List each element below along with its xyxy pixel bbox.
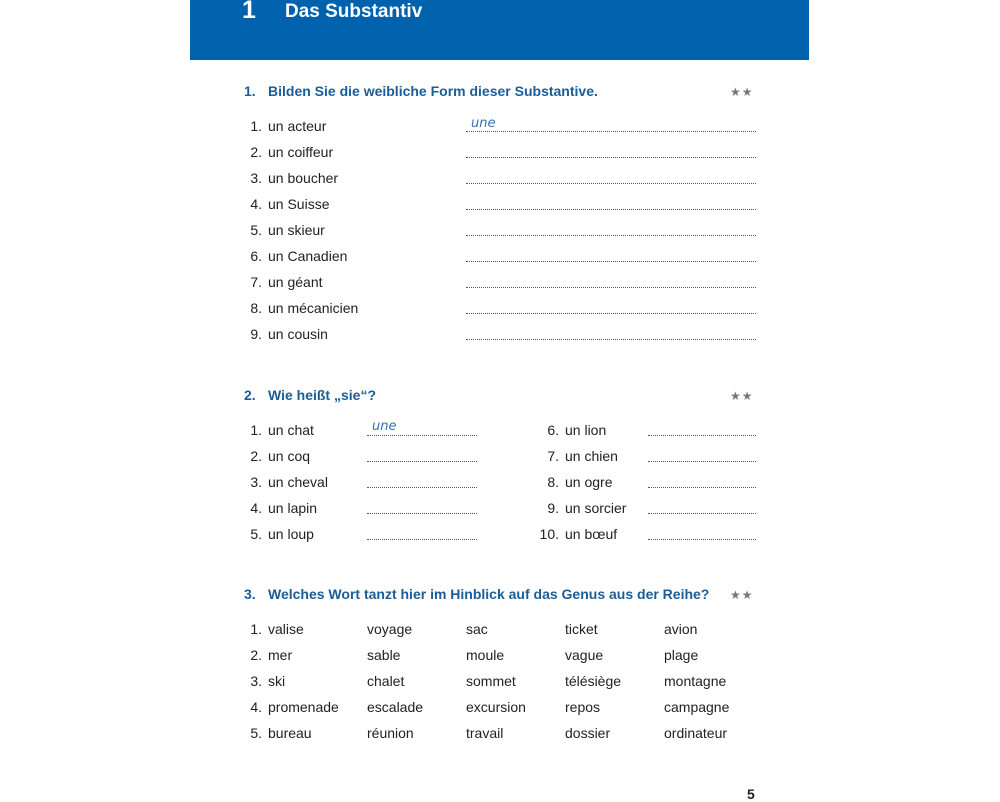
answer-line[interactable]	[466, 338, 756, 340]
item-text: un cheval	[268, 474, 328, 490]
answer-line[interactable]	[367, 538, 477, 540]
word-option[interactable]: réunion	[367, 725, 414, 741]
word-option[interactable]: dossier	[565, 725, 611, 741]
item-number: 1.	[250, 118, 262, 134]
section-1-heading	[244, 83, 598, 99]
word-option[interactable]: ski	[268, 673, 286, 689]
exercise-item	[547, 447, 618, 465]
word-option[interactable]: avion	[664, 621, 698, 637]
item-text: un chien	[565, 448, 618, 464]
chapter-header	[190, 0, 809, 60]
item-number: 4.	[250, 699, 262, 715]
item-text: un coq	[268, 448, 311, 464]
item-number: 5.	[250, 222, 262, 238]
exercise-item	[250, 447, 311, 465]
exercise-item	[539, 525, 618, 543]
word-option[interactable]: repos	[565, 699, 601, 715]
section-2-difficulty-stars: ★★	[730, 389, 754, 403]
item-text: un chat	[268, 422, 314, 438]
item-number: 3.	[250, 170, 262, 186]
item-text: un sorcier	[565, 500, 627, 516]
item-number: 7.	[250, 274, 262, 290]
section-3-title: Welches Wort tanzt hier im Hinblick auf das Genus aus der Reihe?	[268, 586, 710, 602]
word-option[interactable]: escalade	[367, 699, 424, 715]
exercise-item	[250, 117, 327, 135]
item-number: 8.	[547, 474, 559, 490]
answer-line[interactable]	[466, 130, 756, 132]
answer-line[interactable]	[648, 538, 756, 540]
word-option[interactable]: mer	[268, 647, 293, 663]
answer-line[interactable]	[466, 286, 756, 288]
item-text: un bœuf	[565, 526, 618, 542]
item-text: un lion	[565, 422, 607, 438]
exercise-item	[547, 473, 613, 491]
exercise-item	[250, 169, 339, 187]
item-text: un acteur	[268, 118, 327, 134]
answer-line[interactable]	[367, 486, 477, 488]
item-text: un ogre	[565, 474, 613, 490]
item-text: un coiffeur	[268, 144, 334, 160]
answer-line[interactable]	[466, 234, 756, 236]
section-2-number: 2.	[244, 387, 256, 403]
word-option[interactable]: sommet	[466, 673, 516, 689]
item-number: 7.	[547, 448, 559, 464]
item-text: un Canadien	[268, 248, 348, 264]
item-number: 4.	[250, 500, 262, 516]
answer-line[interactable]	[367, 512, 477, 514]
item-number: 9.	[250, 326, 262, 342]
exercise-item	[250, 221, 325, 239]
item-text: un mécanicien	[268, 300, 359, 316]
word-option[interactable]: voyage	[367, 621, 413, 637]
answer-line[interactable]	[367, 460, 477, 462]
answer-line[interactable]	[648, 512, 756, 514]
item-number: 10.	[539, 526, 559, 542]
word-option[interactable]: sable	[367, 647, 401, 663]
item-number: 1.	[250, 422, 262, 438]
word-option[interactable]: valise	[268, 621, 304, 637]
exercise-item	[250, 195, 330, 213]
handwritten-answer: une	[372, 419, 397, 434]
handwritten-answer: une	[471, 116, 496, 131]
exercise-item	[250, 143, 334, 161]
answer-line[interactable]	[648, 460, 756, 462]
answer-line[interactable]	[466, 208, 756, 210]
word-option[interactable]: excursion	[466, 699, 526, 715]
answer-line[interactable]	[367, 434, 477, 436]
answer-line[interactable]	[466, 156, 756, 158]
item-text: un skieur	[268, 222, 325, 238]
item-number: 3.	[250, 673, 262, 689]
word-option[interactable]: vague	[565, 647, 604, 663]
exercise-item	[547, 499, 627, 517]
page-number: 5	[747, 786, 755, 802]
section-3-difficulty-stars: ★★	[730, 588, 754, 602]
item-number: 9.	[547, 500, 559, 516]
item-text: un Suisse	[268, 196, 330, 212]
word-option[interactable]: ordinateur	[664, 725, 728, 741]
item-number: 6.	[547, 422, 559, 438]
exercise-item	[250, 247, 348, 265]
item-text: un géant	[268, 274, 323, 290]
word-option[interactable]: sac	[466, 621, 488, 637]
word-option[interactable]: plage	[664, 647, 699, 663]
item-text: un lapin	[268, 500, 318, 516]
exercise-item	[250, 499, 318, 517]
word-option[interactable]: travail	[466, 725, 504, 741]
word-option[interactable]: promenade	[268, 699, 339, 715]
item-number: 2.	[250, 144, 262, 160]
word-option[interactable]: ticket	[565, 621, 598, 637]
item-number: 4.	[250, 196, 262, 212]
section-1-number: 1.	[244, 83, 256, 99]
word-option[interactable]: campagne	[664, 699, 730, 715]
item-number: 8.	[250, 300, 262, 316]
exercise-item	[250, 473, 328, 491]
exercise-item	[250, 421, 314, 439]
item-text: un boucher	[268, 170, 339, 186]
item-number: 1.	[250, 621, 262, 637]
section-2-title: Wie heißt „sie“?	[268, 387, 377, 403]
item-number: 2.	[250, 448, 262, 464]
chapter-title: Das Substantiv	[285, 1, 423, 22]
word-option[interactable]: chalet	[367, 673, 405, 689]
word-option[interactable]: moule	[466, 647, 505, 663]
section-1-difficulty-stars: ★★	[730, 85, 754, 99]
chapter-number: 1	[242, 0, 256, 24]
exercise-item	[250, 325, 328, 343]
word-option[interactable]: télésiège	[565, 673, 622, 689]
item-number: 3.	[250, 474, 262, 490]
exercise-item	[250, 273, 323, 291]
item-number: 5.	[250, 725, 262, 741]
item-text: un cousin	[268, 326, 328, 342]
item-number: 6.	[250, 248, 262, 264]
answer-line[interactable]	[466, 260, 756, 262]
word-option[interactable]: bureau	[268, 725, 312, 741]
section-3-number: 3.	[244, 586, 256, 602]
exercise-item	[547, 421, 607, 439]
answer-line[interactable]	[648, 486, 756, 488]
answer-line[interactable]	[648, 434, 756, 436]
answer-line[interactable]	[466, 312, 756, 314]
item-number: 5.	[250, 526, 262, 542]
item-text: un loup	[268, 526, 314, 542]
section-2-heading	[244, 387, 376, 403]
section-3-heading	[244, 586, 709, 602]
section-1-title: Bilden Sie die weibliche Form dieser Substantive.	[268, 83, 598, 99]
word-option[interactable]: montagne	[664, 673, 727, 689]
exercise-item	[250, 525, 314, 543]
exercise-item	[250, 299, 359, 317]
item-number: 2.	[250, 647, 262, 663]
answer-line[interactable]	[466, 182, 756, 184]
